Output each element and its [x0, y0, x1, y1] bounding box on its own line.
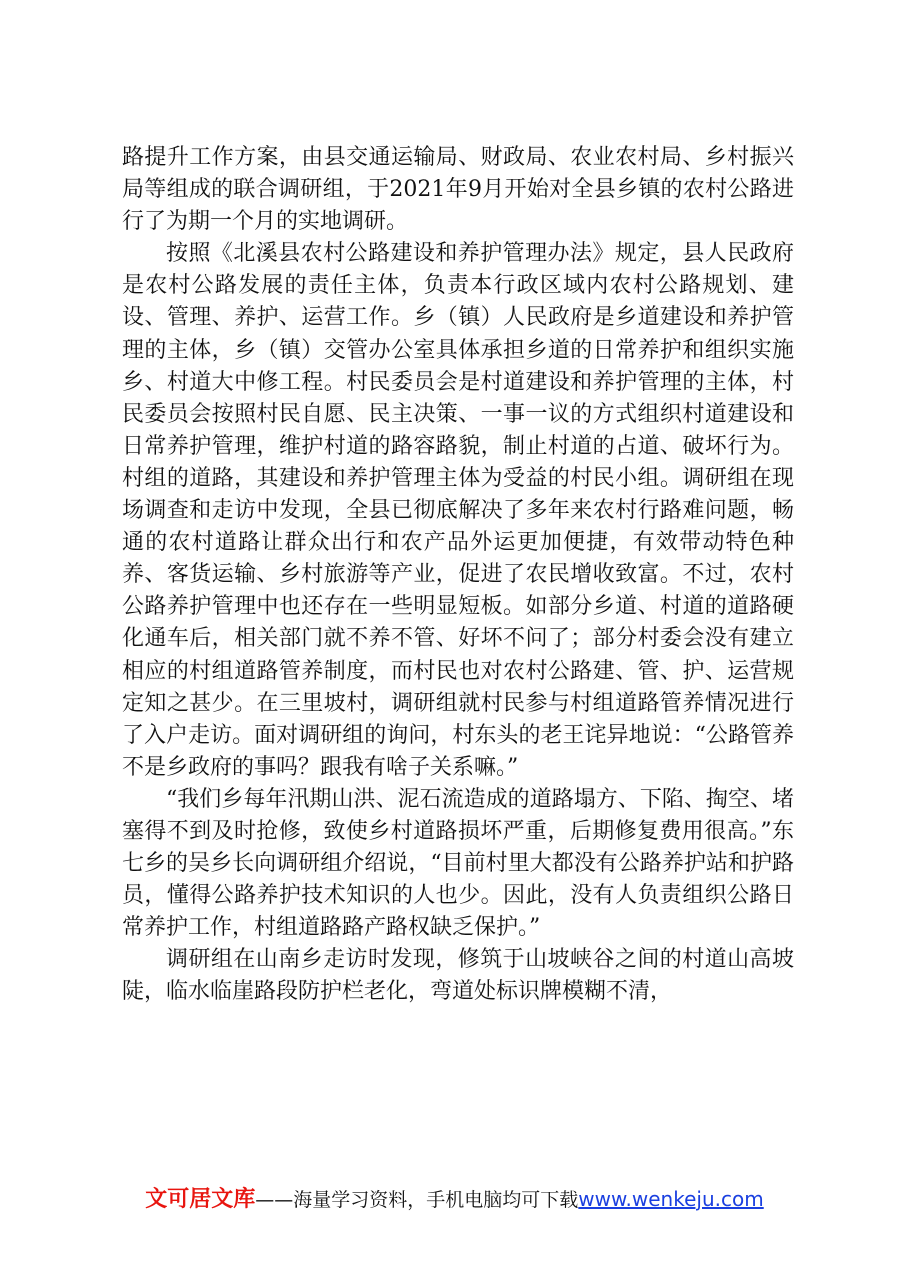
- paragraph-3: “我们乡每年汛期山洪、泥石流造成的道路塌方、下陷、掏空、堵塞得不到及时抢修，致使乡村道路损坏严重，后期修复费用很高。”东七乡的吴乡长向调研组介绍说，“目前村里大都没有公路养护站和护路员，懂得公路养护技术知识的人也少。因此，没有人负责组织公路日常养护工作，村组道路路产路权缺乏保护。”: [122, 786, 794, 941]
- paragraph-1: 路提升工作方案，由县交通运输局、财政局、农业农村局、乡村振兴局等组成的联合调研组，于2021年9月开始对全县乡镇的农村公路进行了为期一个月的实地调研。: [122, 145, 794, 235]
- footer-site-link[interactable]: www.wenkeju.com: [578, 1187, 764, 1211]
- paragraph-4: 调研组在山南乡走访时发现，修筑于山坡峡谷之间的村道山高坡陡，临水临崖路段防护栏老化，弯道处标识牌模糊不清，: [122, 947, 794, 1005]
- page-footer: [0, 1182, 909, 1213]
- paragraph-2: 按照《北溪县农村公路建设和养护管理办法》规定，县人民政府是农村公路发展的责任主体，负责本行政区域内农村公路规划、建设、管理、养护、运营工作。乡（镇）人民政府是乡道建设和养护管理的主体，乡（镇）交管办公室具体承担乡道的日常养护和组织实施乡、村道大中修工程。村民委员会是村道建设和养护管理的主体，村民委员会按照村民自愿、民主决策、一事一议的方式组织村道建设和日常养护管理，维护村道的路容路貌，制止村道的占道、破坏行为。村组的道路，其建设和养护管理主体为受益的村民小组。调研组在现场调查和走访中发现，全县已彻底解决了多年来农村行路难问题，畅通的农村道路让群众出行和农产品外运更加便捷，有效带动特色种养、客货运输、乡村旅游等产业，促进了农民增收致富。不过，农村公路养护管理中也还存在一些明显短板。如部分乡道、村道的道路硬化通车后，相关部门就不养不管、好坏不问了；部分村委会没有建立相应的村组道路管养制度，而村民也对农村公路建、管、护、运营规定知之甚少。在三里坡村，调研组就村民参与村组道路管养情况进行了入户走访。面对调研组的询问，村东头的老王诧异地说：“公路管养不是乡政府的事吗？跟我有啥子关系嘛。”: [122, 241, 794, 780]
- footer-slogan: ——海量学习资料，手机电脑均可下载: [255, 1189, 579, 1211]
- document-body: [122, 142, 794, 1009]
- footer-brand: 文可居文库: [145, 1187, 256, 1212]
